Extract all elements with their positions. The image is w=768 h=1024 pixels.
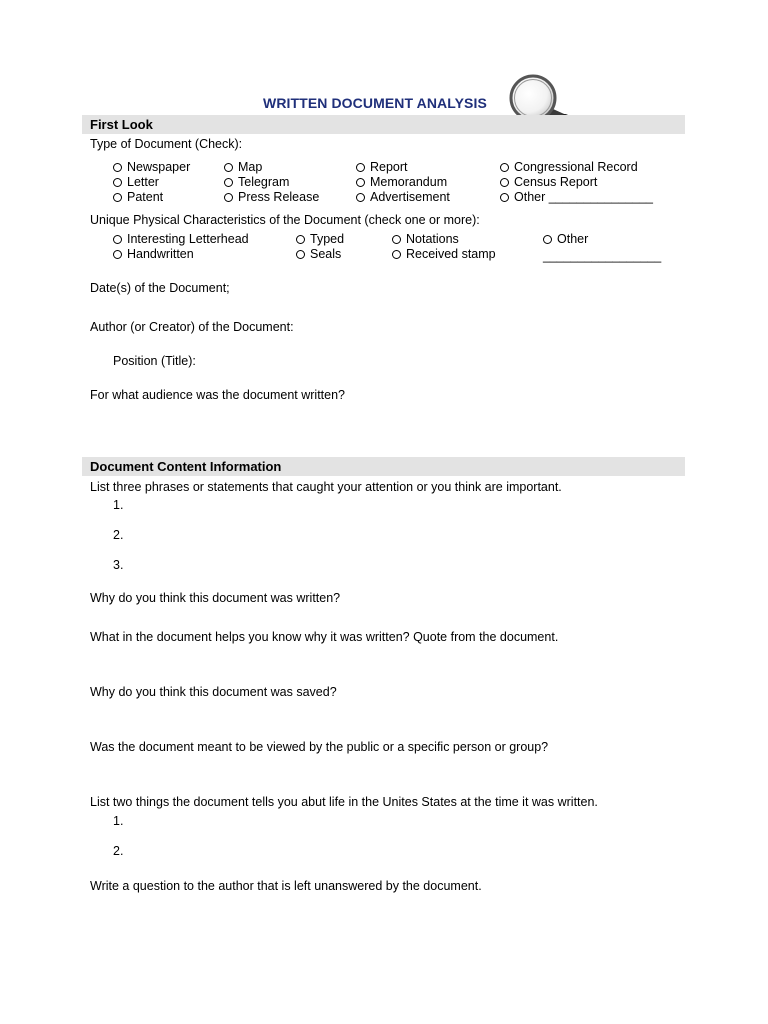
option-advertisement[interactable] <box>356 190 450 204</box>
option-notations[interactable] <box>392 232 459 246</box>
life-prompt: List two things the document tells you abut life in the Unites States at the time it was written. <box>90 795 598 809</box>
option-letter[interactable] <box>113 175 159 189</box>
option-map[interactable] <box>224 160 262 174</box>
option-label: Memorandum <box>370 175 448 189</box>
radio-icon[interactable] <box>392 235 401 244</box>
section-heading: First Look <box>90 117 153 132</box>
radio-icon[interactable] <box>500 178 509 187</box>
option-label: Other <box>557 232 589 246</box>
phrases-prompt: List three phrases or statements that caught your attention or you think are important. <box>90 480 562 494</box>
option-label: Congressional Record <box>514 160 638 174</box>
option-typed[interactable] <box>296 232 344 246</box>
radio-icon[interactable] <box>113 235 122 244</box>
option-label: Map <box>238 160 263 174</box>
radio-icon[interactable] <box>113 178 122 187</box>
option-received-stamp[interactable] <box>392 247 496 261</box>
physical-characteristics-prompt: Unique Physical Characteristics of the Document (check one or more): <box>90 213 480 227</box>
list-number: 2. <box>113 844 124 858</box>
option-memorandum[interactable] <box>356 175 447 189</box>
radio-icon[interactable] <box>500 193 509 202</box>
radio-icon[interactable] <box>296 250 305 259</box>
option-label: Letter <box>127 175 159 189</box>
option-label: Patent <box>127 190 164 204</box>
option-label: Typed <box>310 232 345 246</box>
section-header-content-info <box>82 457 685 476</box>
dates-prompt: Date(s) of the Document; <box>90 281 230 295</box>
page-title: WRITTEN DOCUMENT ANALYSIS <box>263 95 487 111</box>
section-heading: Document Content Information <box>90 459 282 474</box>
list-number: 1. <box>113 498 124 512</box>
list-number: 1. <box>113 814 124 828</box>
option-label: Telegram <box>238 175 290 189</box>
other-blank-line[interactable]: _________________ <box>543 249 662 263</box>
radio-icon[interactable] <box>224 163 233 172</box>
option-label: Advertisement <box>370 190 450 204</box>
radio-icon[interactable] <box>356 193 365 202</box>
option-label: Press Release <box>238 190 320 204</box>
what-helps-prompt: What in the document helps you know why it was written? Quote from the document. <box>90 630 559 644</box>
author-prompt: Author (or Creator) of the Document: <box>90 320 294 334</box>
option-label: Handwritten <box>127 247 194 261</box>
radio-icon[interactable] <box>356 163 365 172</box>
radio-icon[interactable] <box>224 178 233 187</box>
option-label: Report <box>370 160 408 174</box>
option-patent[interactable] <box>113 190 163 204</box>
question-prompt: Write a question to the author that is left unanswered by the document. <box>90 879 482 893</box>
option-report[interactable] <box>356 160 408 174</box>
radio-icon[interactable] <box>224 193 233 202</box>
option-label: Other _______________ <box>514 190 654 204</box>
option-label: Received stamp <box>406 247 496 261</box>
audience-prompt: For what audience was the document written? <box>90 388 345 402</box>
option-census-report[interactable] <box>500 175 597 189</box>
radio-icon[interactable] <box>296 235 305 244</box>
option-press-release[interactable] <box>224 190 319 204</box>
type-of-document-prompt: Type of Document (Check): <box>90 137 243 151</box>
why-written-prompt: Why do you think this document was written? <box>90 591 341 605</box>
option-newspaper[interactable] <box>113 160 190 174</box>
option-label: Census Report <box>514 175 598 189</box>
radio-icon[interactable] <box>356 178 365 187</box>
section-header-first-look <box>82 115 685 134</box>
list-number: 2. <box>113 528 124 542</box>
option-label: Notations <box>406 232 459 246</box>
radio-icon[interactable] <box>113 163 122 172</box>
radio-icon[interactable] <box>392 250 401 259</box>
option-congressional-record[interactable] <box>500 160 638 174</box>
option-other-physical[interactable] <box>543 232 588 246</box>
option-interesting-letterhead[interactable] <box>113 232 249 246</box>
list-number: 3. <box>113 558 124 572</box>
option-label: Interesting Letterhead <box>127 232 249 246</box>
option-seals[interactable] <box>296 247 341 261</box>
radio-icon[interactable] <box>113 193 122 202</box>
option-telegram[interactable] <box>224 175 289 189</box>
why-saved-prompt: Why do you think this document was saved? <box>90 685 337 699</box>
option-label: Newspaper <box>127 160 191 174</box>
radio-icon[interactable] <box>500 163 509 172</box>
option-label: Seals <box>310 247 342 261</box>
public-or-specific-prompt: Was the document meant to be viewed by the public or a specific person or group? <box>90 740 549 754</box>
option-other-type[interactable] <box>500 190 653 204</box>
option-handwritten[interactable] <box>113 247 194 261</box>
radio-icon[interactable] <box>543 235 552 244</box>
radio-icon[interactable] <box>113 250 122 259</box>
position-prompt: Position (Title): <box>113 354 196 368</box>
